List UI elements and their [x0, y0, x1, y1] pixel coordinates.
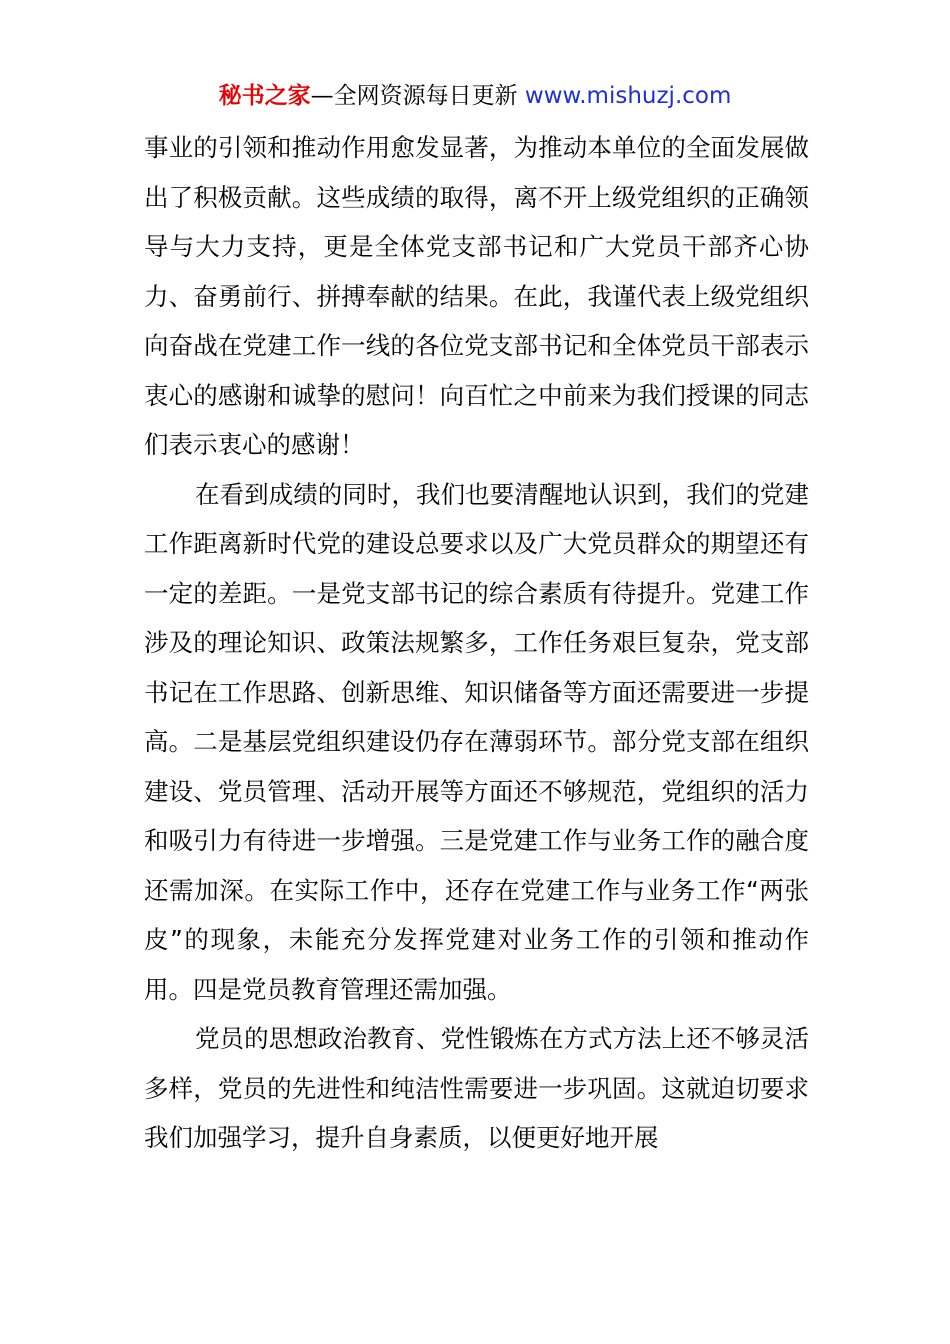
header-tagline: —全网资源每日更新	[310, 83, 518, 109]
site-header	[0, 80, 950, 112]
body-paragraph-1: 事业的引领和推动作用愈发显著，为推动本单位的全面发展做出了积极贡献。这些成绩的取得，离不开上级党组织的正确领导与大力支持，更是全体党支部书记和广大党员干部齐心协力、奋勇前行、拼搏奉献的结果。在此，我谨代表上级党组织向奋战在党建工作一线的各位党支部书记和全体党员干部表示衷心的感谢和诚挚的慰问！向百忙之中前来为我们授课的同志们表示衷心的感谢！	[144, 133, 809, 459]
site-url-link[interactable]: www.mishuzj.com	[524, 83, 732, 109]
body-paragraph-2: 在看到成绩的同时，我们也要清醒地认识到，我们的党建工作距离新时代党的建设总要求以及广大党员群众的期望还有一定的差距。一是党支部书记的综合素质有待提升。党建工作涉及的理论知识、政策法规繁多，工作任务艰巨复杂，党支部书记在工作思路、创新思维、知识储备等方面还需要进一步提高。二是基层党组织建设仍存在薄弱环节。部分党支部在组织建设、党员管理、活动开展等方面还不够规范，党组织的活力和吸引力有待进一步增强。三是党建工作与业务工作的融合度还需加深。在实际工作中，还存在党建工作与业务工作“两张皮”的现象，未能充分发挥党建对业务工作的引领和推动作用。四是党员教育管理还需加强。	[144, 479, 809, 1004]
body-paragraph-3: 党员的思想政治教育、党性锻炼在方式方法上还不够灵活多样，党员的先进性和纯洁性需要进一步巩固。这就迫切要求我们加强学习，提升自身素质，以便更好地开展	[144, 1024, 809, 1152]
document-body	[144, 123, 809, 1163]
brand-name: 秘书之家	[218, 83, 311, 109]
